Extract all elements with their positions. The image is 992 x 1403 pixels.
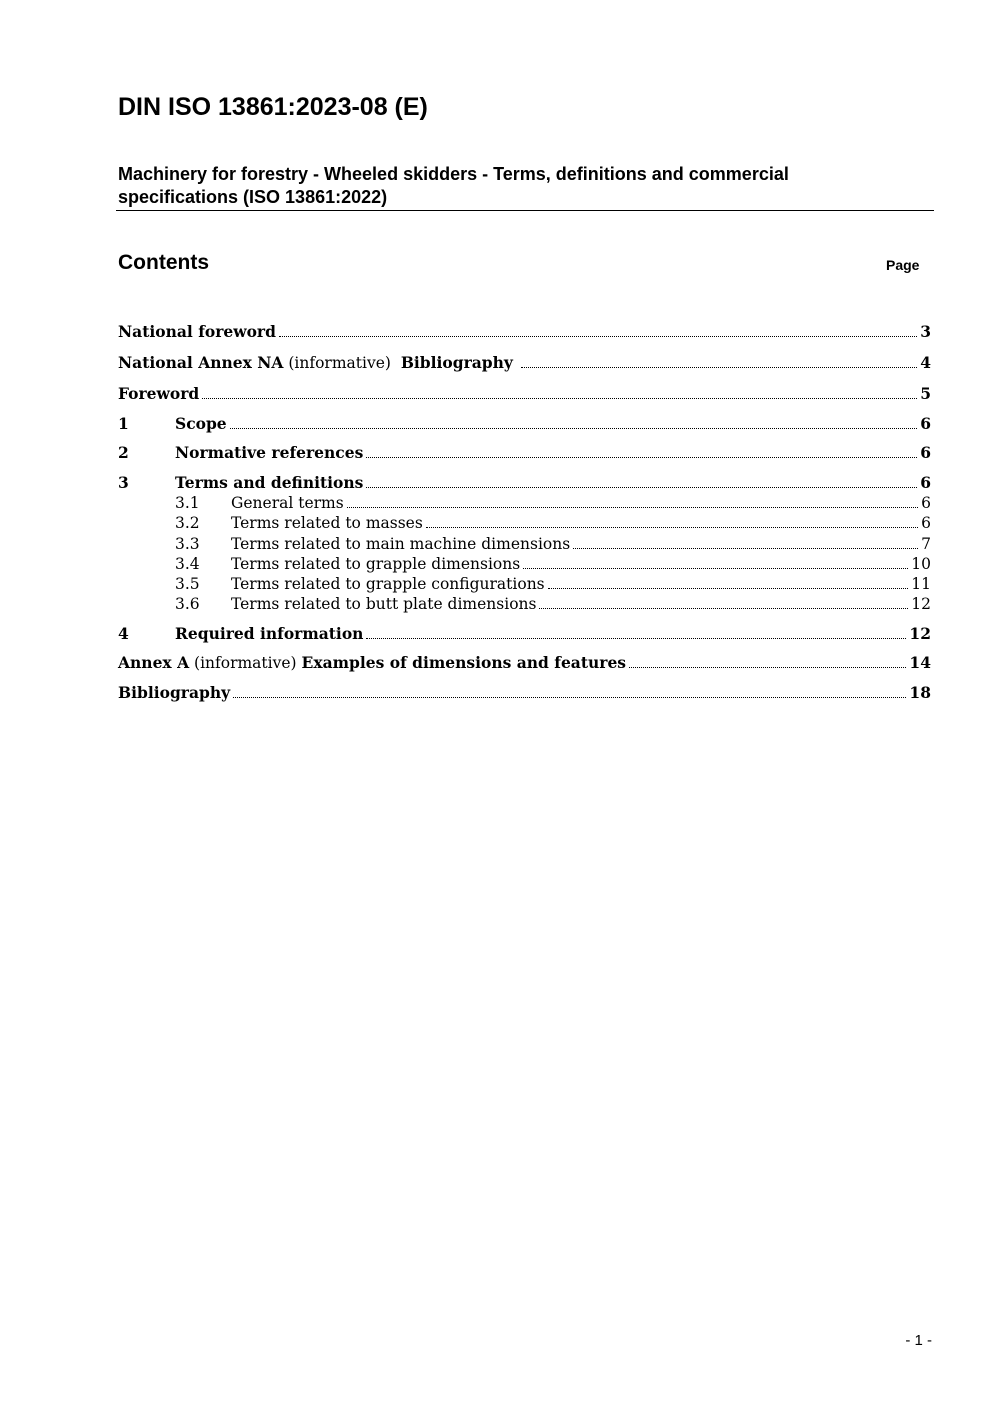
toc-entry-page: 11 bbox=[911, 575, 931, 593]
toc-entry-label: National foreword bbox=[118, 322, 279, 342]
toc-entry-required-information[interactable] bbox=[118, 624, 931, 644]
toc-entry-label: National Annex NA (informative) Bibliography bbox=[118, 353, 521, 373]
dot-leader bbox=[366, 457, 917, 458]
toc-entry-butt-plate-dimensions[interactable] bbox=[118, 594, 931, 614]
toc-entry-label: Foreword bbox=[118, 384, 202, 404]
toc-entry-national-foreword[interactable] bbox=[118, 322, 931, 342]
toc-entry-page: 6 bbox=[920, 473, 931, 492]
dot-leader bbox=[347, 507, 918, 508]
dot-leader bbox=[233, 697, 906, 698]
dot-leader bbox=[426, 527, 918, 528]
toc-entry-foreword[interactable] bbox=[118, 384, 931, 404]
title-divider bbox=[116, 210, 934, 211]
subtitle-line-1: Machinery for forestry - Wheeled skidders - Terms, definitions and commercial bbox=[118, 164, 789, 184]
toc-entry-grapple-dimensions[interactable] bbox=[118, 554, 931, 574]
page-number: - 1 - bbox=[905, 1332, 932, 1349]
toc-entry-label: Annex A (informative) Examples of dimensions and features bbox=[118, 653, 629, 673]
toc-entry-number: 2 bbox=[118, 443, 129, 462]
toc-entry-page: 4 bbox=[920, 353, 931, 372]
toc-entry-page: 5 bbox=[920, 384, 931, 403]
toc-entry-label: Bibliography bbox=[118, 683, 233, 703]
contents-heading: Contents bbox=[118, 251, 209, 274]
toc-entry-page: 7 bbox=[921, 535, 931, 553]
toc-entry-page: 6 bbox=[921, 514, 931, 532]
dot-leader bbox=[548, 588, 909, 589]
toc-entry-page: 12 bbox=[909, 624, 931, 643]
toc-entry-page: 12 bbox=[911, 595, 931, 613]
toc-entry-national-annex[interactable] bbox=[118, 353, 931, 373]
dot-leader bbox=[279, 336, 917, 337]
toc-entry-number: 3.6 bbox=[175, 595, 200, 613]
document-subtitle bbox=[118, 163, 918, 209]
toc-entry-number: 4 bbox=[118, 624, 129, 643]
toc-entry-number: 1 bbox=[118, 414, 129, 433]
page-column-label: Page bbox=[886, 257, 920, 273]
dot-leader bbox=[523, 568, 908, 569]
toc-entry-terms-and-definitions[interactable] bbox=[118, 473, 931, 493]
subtitle-line-2: specifications (ISO 13861:2022) bbox=[118, 187, 388, 207]
toc-entry-page: 6 bbox=[920, 414, 931, 433]
toc-entry-grapple-configurations[interactable] bbox=[118, 574, 931, 594]
toc-entry-label: Terms related to butt plate dimensions bbox=[231, 594, 539, 614]
toc-entry-label: General terms bbox=[231, 493, 347, 513]
toc-entry-label: Normative references bbox=[175, 443, 366, 463]
toc-entry-bibliography[interactable] bbox=[118, 683, 931, 703]
toc-entry-page: 3 bbox=[920, 322, 931, 341]
toc-entry-number: 3.5 bbox=[175, 575, 200, 593]
toc-entry-page: 18 bbox=[909, 683, 931, 702]
dot-leader bbox=[230, 428, 918, 429]
toc-entry-normative-references[interactable] bbox=[118, 443, 931, 463]
toc-entry-page: 14 bbox=[909, 653, 931, 672]
dot-leader bbox=[202, 398, 917, 399]
dot-leader bbox=[539, 608, 908, 609]
toc-entry-main-machine-dimensions[interactable] bbox=[118, 534, 931, 554]
toc-entry-number: 3.4 bbox=[175, 555, 200, 573]
toc-entry-number: 3.2 bbox=[175, 514, 200, 532]
toc-entry-masses[interactable] bbox=[118, 513, 931, 533]
document-title: DIN ISO 13861:2023-08 (E) bbox=[118, 93, 428, 121]
toc-entry-label: Scope bbox=[175, 414, 230, 434]
toc-entry-general-terms[interactable] bbox=[118, 493, 931, 513]
toc-entry-annex-a[interactable] bbox=[118, 653, 931, 673]
toc-entry-number: 3.1 bbox=[175, 494, 200, 512]
dot-leader bbox=[629, 667, 906, 668]
toc-entry-label: Terms related to main machine dimensions bbox=[231, 534, 573, 554]
dot-leader bbox=[521, 367, 917, 368]
toc-entry-page: 6 bbox=[921, 494, 931, 512]
toc-entry-label: Terms related to masses bbox=[231, 513, 426, 533]
dot-leader bbox=[366, 487, 917, 488]
dot-leader bbox=[366, 638, 906, 639]
toc-entry-label: Terms and definitions bbox=[175, 473, 366, 493]
dot-leader bbox=[573, 548, 918, 549]
toc-entry-page: 6 bbox=[920, 443, 931, 462]
toc-entry-number: 3.3 bbox=[175, 535, 200, 553]
toc-entry-page: 10 bbox=[911, 555, 931, 573]
toc-entry-label: Terms related to grapple dimensions bbox=[231, 554, 523, 574]
toc-entry-number: 3 bbox=[118, 473, 129, 492]
toc-entry-label: Terms related to grapple configurations bbox=[231, 574, 548, 594]
toc-entry-scope[interactable] bbox=[118, 414, 931, 434]
toc-entry-label: Required information bbox=[175, 624, 366, 644]
